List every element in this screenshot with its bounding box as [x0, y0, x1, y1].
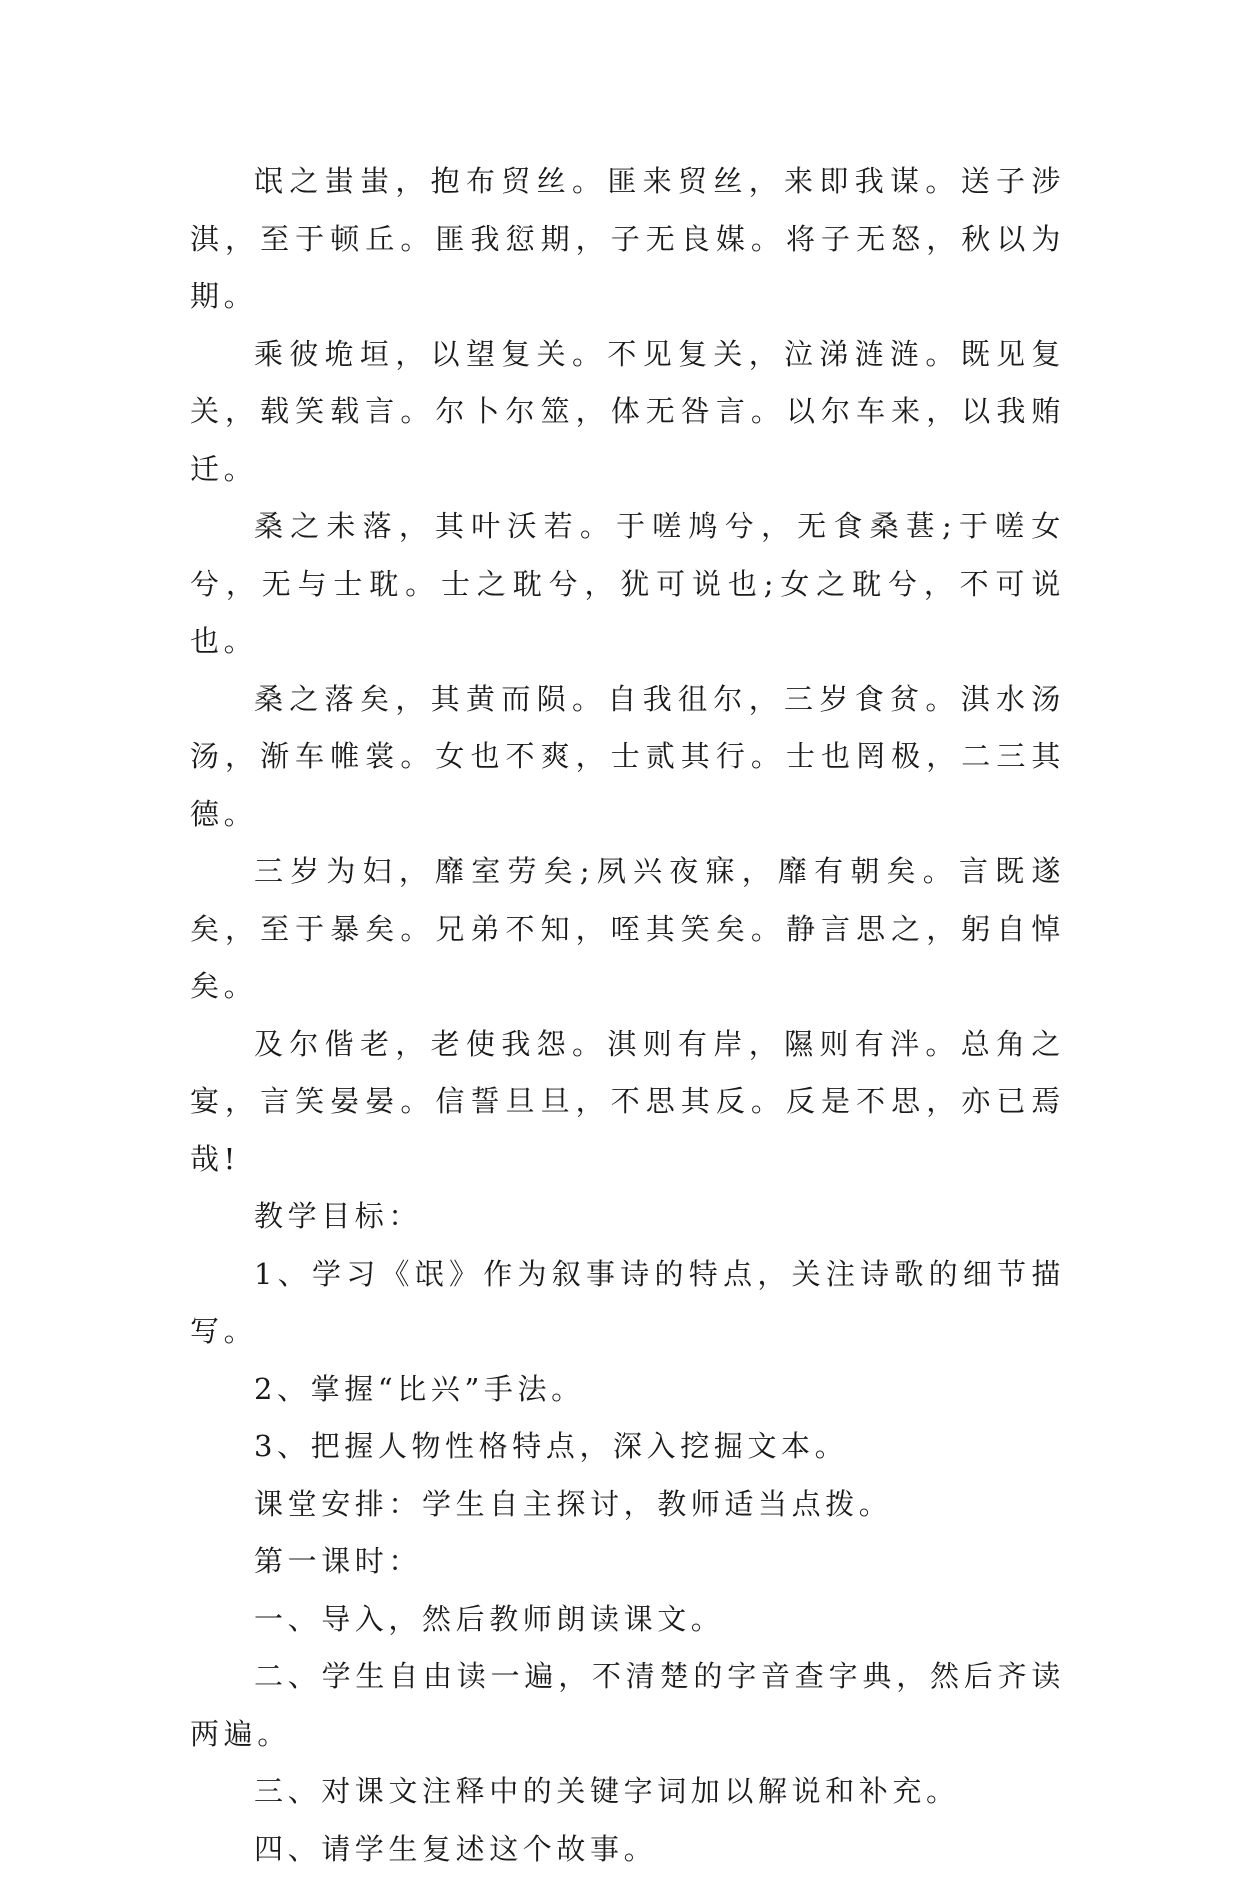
poem-stanza-3: 桑之未落，其叶沃若。于嗟鸠兮，无食桑葚;于嗟女兮，无与士耽。士之耽兮，犹可说也;女之耽兮，不可说也。 [190, 498, 1065, 671]
lesson-step-3: 三、对课文注释中的关键字词加以解说和补充。 [190, 1763, 1065, 1821]
teaching-goals-heading: 教学目标： [190, 1188, 1065, 1246]
class-arrangement: 课堂安排：学生自主探讨，教师适当点拨。 [190, 1476, 1065, 1534]
first-lesson-heading: 第一课时： [190, 1533, 1065, 1591]
lesson-step-2: 二、学生自由读一遍，不清楚的字音查字典，然后齐读两遍。 [190, 1648, 1065, 1763]
document-body [190, 153, 1065, 1878]
teaching-goal-3: 3、把握人物性格特点，深入挖掘文本。 [190, 1418, 1065, 1476]
lesson-step-1: 一、导入，然后教师朗读课文。 [190, 1591, 1065, 1649]
poem-stanza-6: 及尔偕老，老使我怨。淇则有岸，隰则有泮。总角之宴，言笑晏晏。信誓旦旦，不思其反。反是不思，亦已焉哉! [190, 1016, 1065, 1189]
lesson-step-4: 四、请学生复述这个故事。 [190, 1821, 1065, 1878]
poem-stanza-2: 乘彼垝垣，以望复关。不见复关，泣涕涟涟。既见复关，载笑载言。尔卜尔筮，体无咎言。以尔车来，以我贿迁。 [190, 326, 1065, 499]
teaching-goal-2: 2、掌握“比兴”手法。 [190, 1361, 1065, 1419]
poem-stanza-5: 三岁为妇，靡室劳矣;夙兴夜寐，靡有朝矣。言既遂矣，至于暴矣。兄弟不知，咥其笑矣。静言思之，躬自悼矣。 [190, 843, 1065, 1016]
teaching-goal-1: 1、学习《氓》作为叙事诗的特点，关注诗歌的细节描写。 [190, 1246, 1065, 1361]
poem-stanza-4: 桑之落矣，其黄而陨。自我徂尔，三岁食贫。淇水汤汤，渐车帷裳。女也不爽，士贰其行。士也罔极，二三其德。 [190, 671, 1065, 844]
poem-stanza-1: 氓之蚩蚩，抱布贸丝。匪来贸丝，来即我谋。送子涉淇，至于顿丘。匪我愆期，子无良媒。将子无怒，秋以为期。 [190, 153, 1065, 326]
